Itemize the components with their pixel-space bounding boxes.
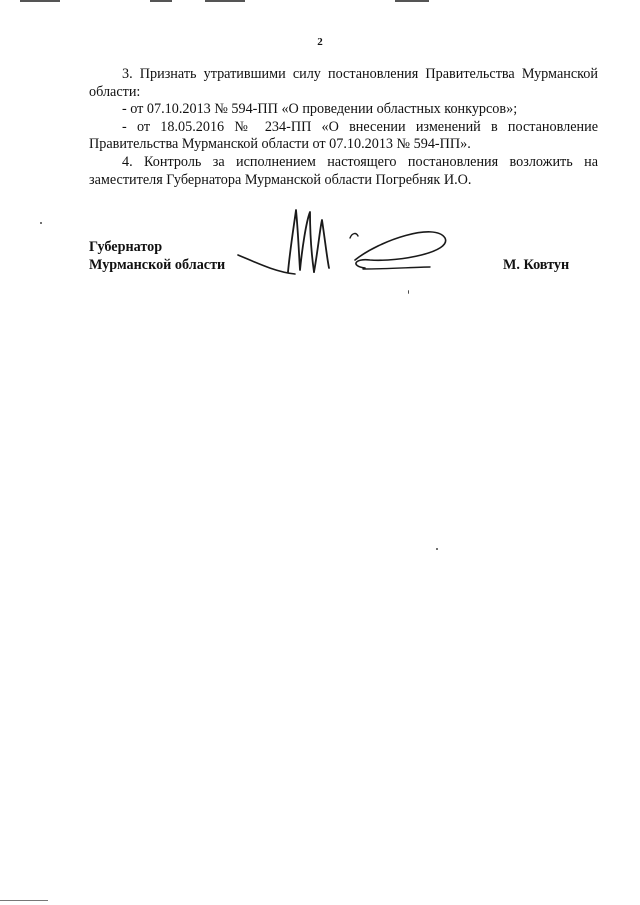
page-number: 2 (317, 36, 323, 48)
paragraph-item-3: 3. Признать утратившими силу постановления Правительства Мурманской области: (89, 66, 598, 100)
signer-title-line2: Мурманской области (89, 257, 226, 273)
paragraph-item-3-sub-2: - от 18.05.2016 № 234-ПП «О внесении изменений в постановление Правительства Мурманской области от 07.10.2013 № 594-ПП». (89, 118, 598, 153)
signature-block (89, 238, 589, 274)
scan-speck (40, 222, 42, 224)
scan-edge-mark-bottom (0, 900, 48, 901)
signer-title-line1: Губернатор (89, 239, 163, 255)
paragraph-item-3-sub-1: - от 07.10.2013 № 594-ПП «О проведении областных конкурсов»; (122, 101, 518, 118)
scan-speck (436, 548, 438, 550)
signer-name: М. Ковтун (503, 257, 570, 273)
paragraph-item-4: 4. Контроль за исполнением настоящего постановления возложить на заместителя Губернатора Мурманской области Погребняк И.О. (89, 153, 598, 188)
document-body (89, 66, 598, 189)
scan-speck (408, 290, 409, 294)
